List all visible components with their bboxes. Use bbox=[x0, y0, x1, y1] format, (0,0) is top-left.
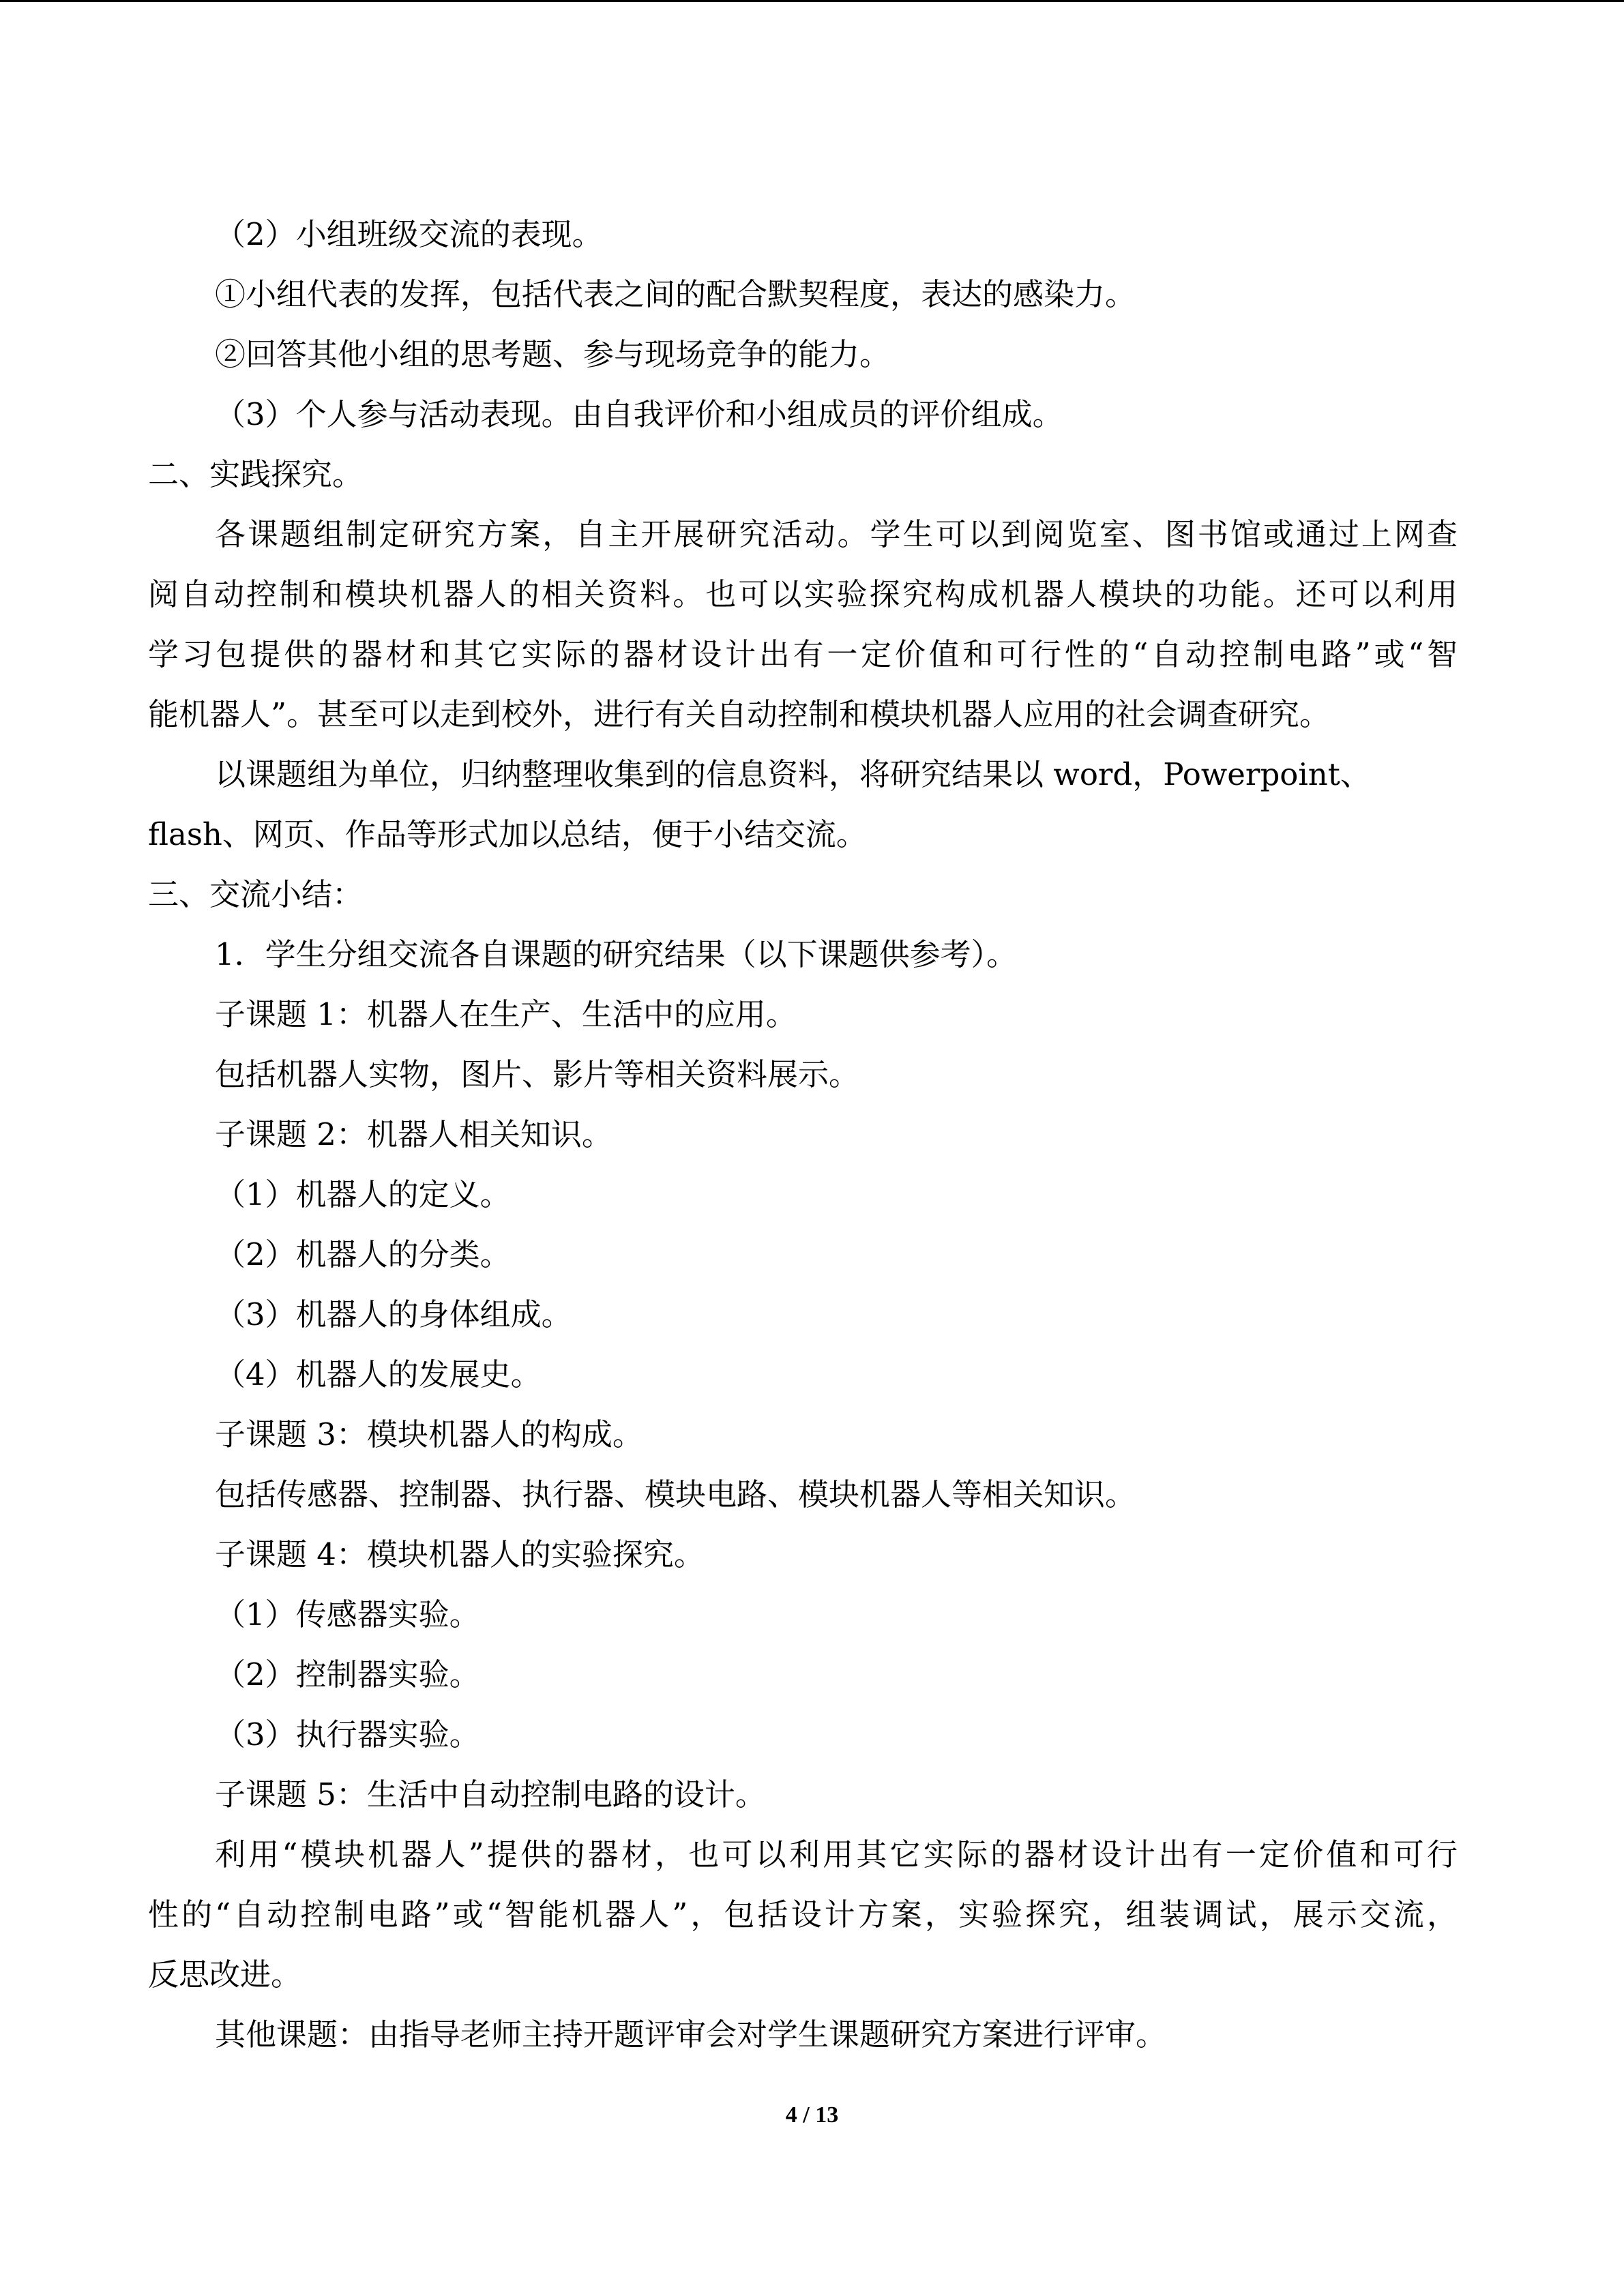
subtopic-heading: 子课题 1：机器人在生产、生活中的应用。 bbox=[215, 996, 797, 1032]
paragraph-line: 1．学生分组交流各自课题的研究结果（以下课题供参考）。 bbox=[215, 936, 1018, 972]
list-item: （3）机器人的身体组成。 bbox=[215, 1296, 572, 1332]
subtopic-heading: 子课题 2：机器人相关知识。 bbox=[215, 1116, 612, 1152]
paragraph-line: 其他课题：由指导老师主持开题评审会对学生课题研究方案进行评审。 bbox=[215, 2016, 1167, 2053]
document-body bbox=[148, 205, 1458, 2065]
list-item: （4）机器人的发展史。 bbox=[215, 1356, 542, 1392]
section-heading-summary: 三、交流小结： bbox=[148, 876, 364, 912]
paragraph-line: 反思改进。 bbox=[148, 1956, 302, 1993]
list-item: （3）执行器实验。 bbox=[215, 1716, 480, 1753]
list-item: （2）控制器实验。 bbox=[215, 1656, 480, 1693]
section-heading-practice: 二、实践探究。 bbox=[148, 456, 364, 492]
paragraph-line: 性的“自动控制电路”或“智能机器人”，包括设计方案，实验探究，组装调试，展示交流， bbox=[148, 1896, 1458, 1933]
paragraph-line: 利用“模块机器人”提供的器材，也可以利用其它实际的器材设计出有一定价值和可行 bbox=[215, 1836, 1458, 1873]
top-border-line bbox=[0, 0, 1624, 2]
subtopic-heading: 子课题 3：模块机器人的构成。 bbox=[215, 1416, 643, 1452]
paragraph-line: 各课题组制定研究方案，自主开展研究活动。学生可以到阅览室、图书馆或通过上网查 bbox=[215, 516, 1458, 552]
paragraph-line: flash、网页、作品等形式加以总结，便于小结交流。 bbox=[148, 816, 867, 852]
subtopic-heading: 子课题 4：模块机器人的实验探究。 bbox=[215, 1536, 705, 1572]
page-number: 4 / 13 bbox=[785, 2102, 839, 2128]
paragraph-line: 包括机器人实物，图片、影片等相关资料展示。 bbox=[215, 1056, 860, 1092]
subtopic-heading: 子课题 5：生活中自动控制电路的设计。 bbox=[215, 1776, 766, 1813]
list-item: （1）机器人的定义。 bbox=[215, 1176, 511, 1212]
paragraph-line: 能机器人”。甚至可以走到校外，进行有关自动控制和模块机器人应用的社会调查研究。 bbox=[148, 696, 1331, 732]
paragraph-line: 以课题组为单位，归纳整理收集到的信息资料，将研究结果以 word，Powerpoint、 bbox=[215, 756, 1371, 792]
paragraph-line: 包括传感器、控制器、执行器、模块电路、模块机器人等相关知识。 bbox=[215, 1476, 1136, 1512]
paragraph-line: ②回答其他小组的思考题、参与现场竞争的能力。 bbox=[215, 336, 891, 372]
paragraph-line: ①小组代表的发挥，包括代表之间的配合默契程度，表达的感染力。 bbox=[215, 276, 1136, 312]
paragraph-line: 学习包提供的器材和其它实际的器材设计出有一定价值和可行性的“自动控制电路”或“智 bbox=[148, 636, 1458, 672]
paragraph-line: （3）个人参与活动表现。由自我评价和小组成员的评价组成。 bbox=[215, 396, 1063, 432]
paragraph-line: 阅自动控制和模块机器人的相关资料。也可以实验探究构成机器人模块的功能。还可以利用 bbox=[148, 576, 1458, 612]
list-item: （1）传感器实验。 bbox=[215, 1596, 480, 1632]
paragraph-line: （2）小组班级交流的表现。 bbox=[215, 216, 603, 252]
list-item: （2）机器人的分类。 bbox=[215, 1236, 511, 1272]
